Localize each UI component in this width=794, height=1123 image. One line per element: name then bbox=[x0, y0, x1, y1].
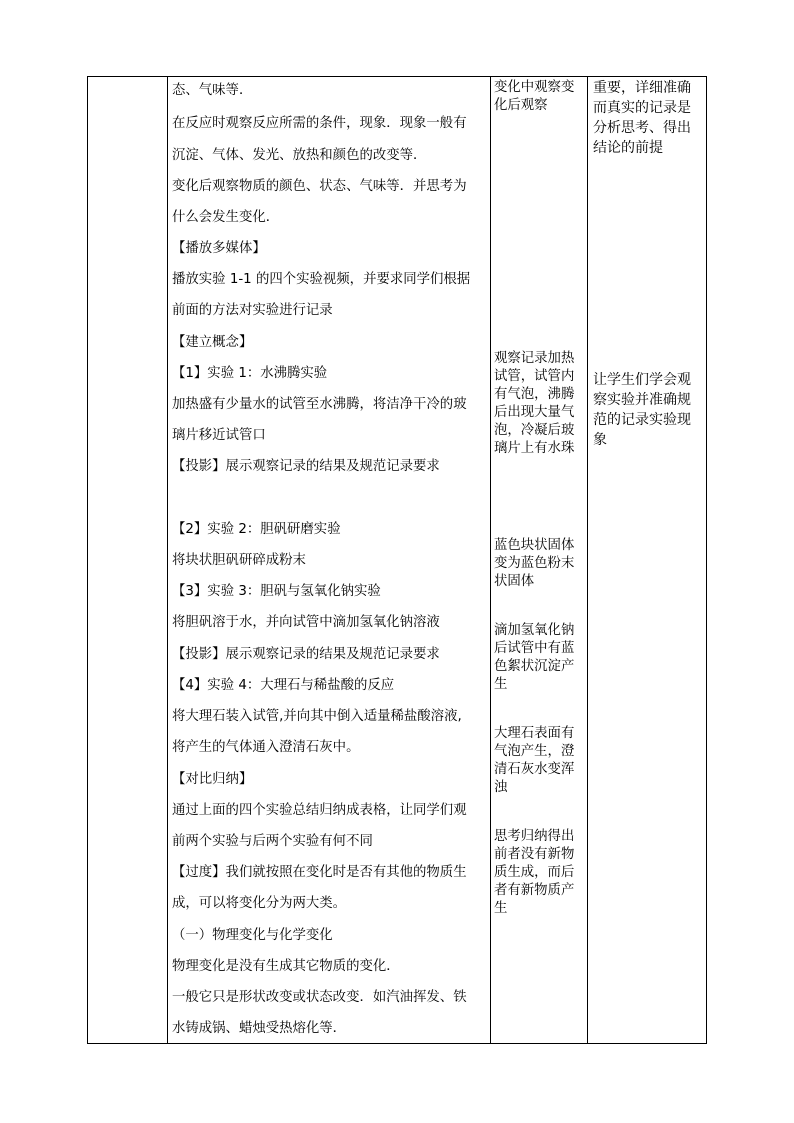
text-line: 【过度】我们就按照在变化时是否有其他的物质生 bbox=[172, 865, 467, 880]
text-line: 通过上面的四个实验总结归纳成表格，让同学们观 bbox=[172, 803, 467, 818]
text-line: 加热盛有少量水的试管至水沸腾，将洁净干冷的玻 bbox=[172, 397, 467, 412]
text-line: 【对比归纳】 bbox=[172, 772, 253, 787]
text-line: 【2】实验 2：胆矾研磨实验 bbox=[172, 522, 341, 537]
text-line: 将胆矾溶于水，并向试管中滴加氢氧化钠溶液 bbox=[172, 615, 440, 630]
text-line: 播放实验 1-1 的四个实验视频，并要求同学们根据 bbox=[172, 272, 471, 287]
text-line: 【播放多媒体】 bbox=[172, 241, 266, 256]
text-line: 水铸成锅、蜡烛受热熔化等． bbox=[172, 1021, 347, 1036]
text-line: 前面的方法对实验进行记录 bbox=[172, 303, 333, 318]
text-line: 沉淀、气体、发光、放热和颜色的改变等． bbox=[172, 148, 427, 163]
text-line: 物理变化是没有生成其它物质的变化． bbox=[172, 959, 400, 974]
text-line: 【1】实验 1：水沸腾实验 bbox=[172, 366, 328, 381]
text-line: 将产生的气体通入澄清石灰中。 bbox=[172, 740, 360, 755]
text-line: 【投影】展示观察记录的结果及规范记录要求 bbox=[172, 459, 440, 474]
text-line: 一般它只是形状改变或状态改变．如汽油挥发、铁 bbox=[172, 990, 467, 1005]
column-divider bbox=[167, 77, 168, 1043]
text-block: 重要，详细准确而真实的记录是分析思考、得出结论的前提 bbox=[593, 80, 691, 156]
text-line: （一）物理变化与化学变化 bbox=[172, 928, 333, 943]
text-line: 将大理石装入试管,并向其中倒入适量稀盐酸溶液, bbox=[172, 709, 462, 724]
text-line: 什么会发生变化． bbox=[172, 210, 280, 225]
text-block: 变化中观察变化后观察 bbox=[494, 80, 575, 113]
text-block: 大理石表面有气泡产生，澄清石灰水变浑浊 bbox=[494, 726, 575, 795]
text-line: 成，可以将变化分为两大类。 bbox=[172, 896, 347, 911]
lesson-plan-table bbox=[87, 76, 707, 1044]
text-block: 让学生们学会观察实验并准确规范的记录实验现象 bbox=[593, 372, 691, 448]
text-line: 【3】实验 3：胆矾与氢氧化钠实验 bbox=[172, 584, 381, 599]
text-line: 【4】实验 4：大理石与稀盐酸的反应 bbox=[172, 678, 395, 693]
text-block: 观察记录加热试管，试管内有气泡，沸腾后出现大量气泡，冷凝后玻璃片上有水珠 bbox=[494, 351, 575, 456]
text-line: 在反应时观察反应所需的条件，现象．现象一般有 bbox=[172, 116, 467, 131]
column-divider bbox=[587, 77, 588, 1043]
text-line: 将块状胆矾研碎成粉末 bbox=[172, 553, 306, 568]
text-line: 前两个实验与后两个实验有何不同 bbox=[172, 834, 373, 849]
text-block: 滴加氢氧化钠后试管中有蓝色絮状沉淀产生 bbox=[494, 623, 575, 692]
text-line: 【投影】展示观察记录的结果及规范记录要求 bbox=[172, 647, 440, 662]
text-block: 蓝色块状固体变为蓝色粉末状固体 bbox=[494, 538, 575, 589]
text-line: 态、气味等． bbox=[172, 83, 253, 98]
column-divider bbox=[490, 77, 491, 1043]
text-line: 变化后观察物质的颜色、状态、气味等．并思考为 bbox=[172, 179, 467, 194]
text-line: 璃片移近试管口 bbox=[172, 428, 266, 443]
text-line: 【建立概念】 bbox=[172, 335, 253, 350]
text-block: 思考归纳得出前者没有新物质生成，而后者有新物质产生 bbox=[494, 829, 575, 916]
